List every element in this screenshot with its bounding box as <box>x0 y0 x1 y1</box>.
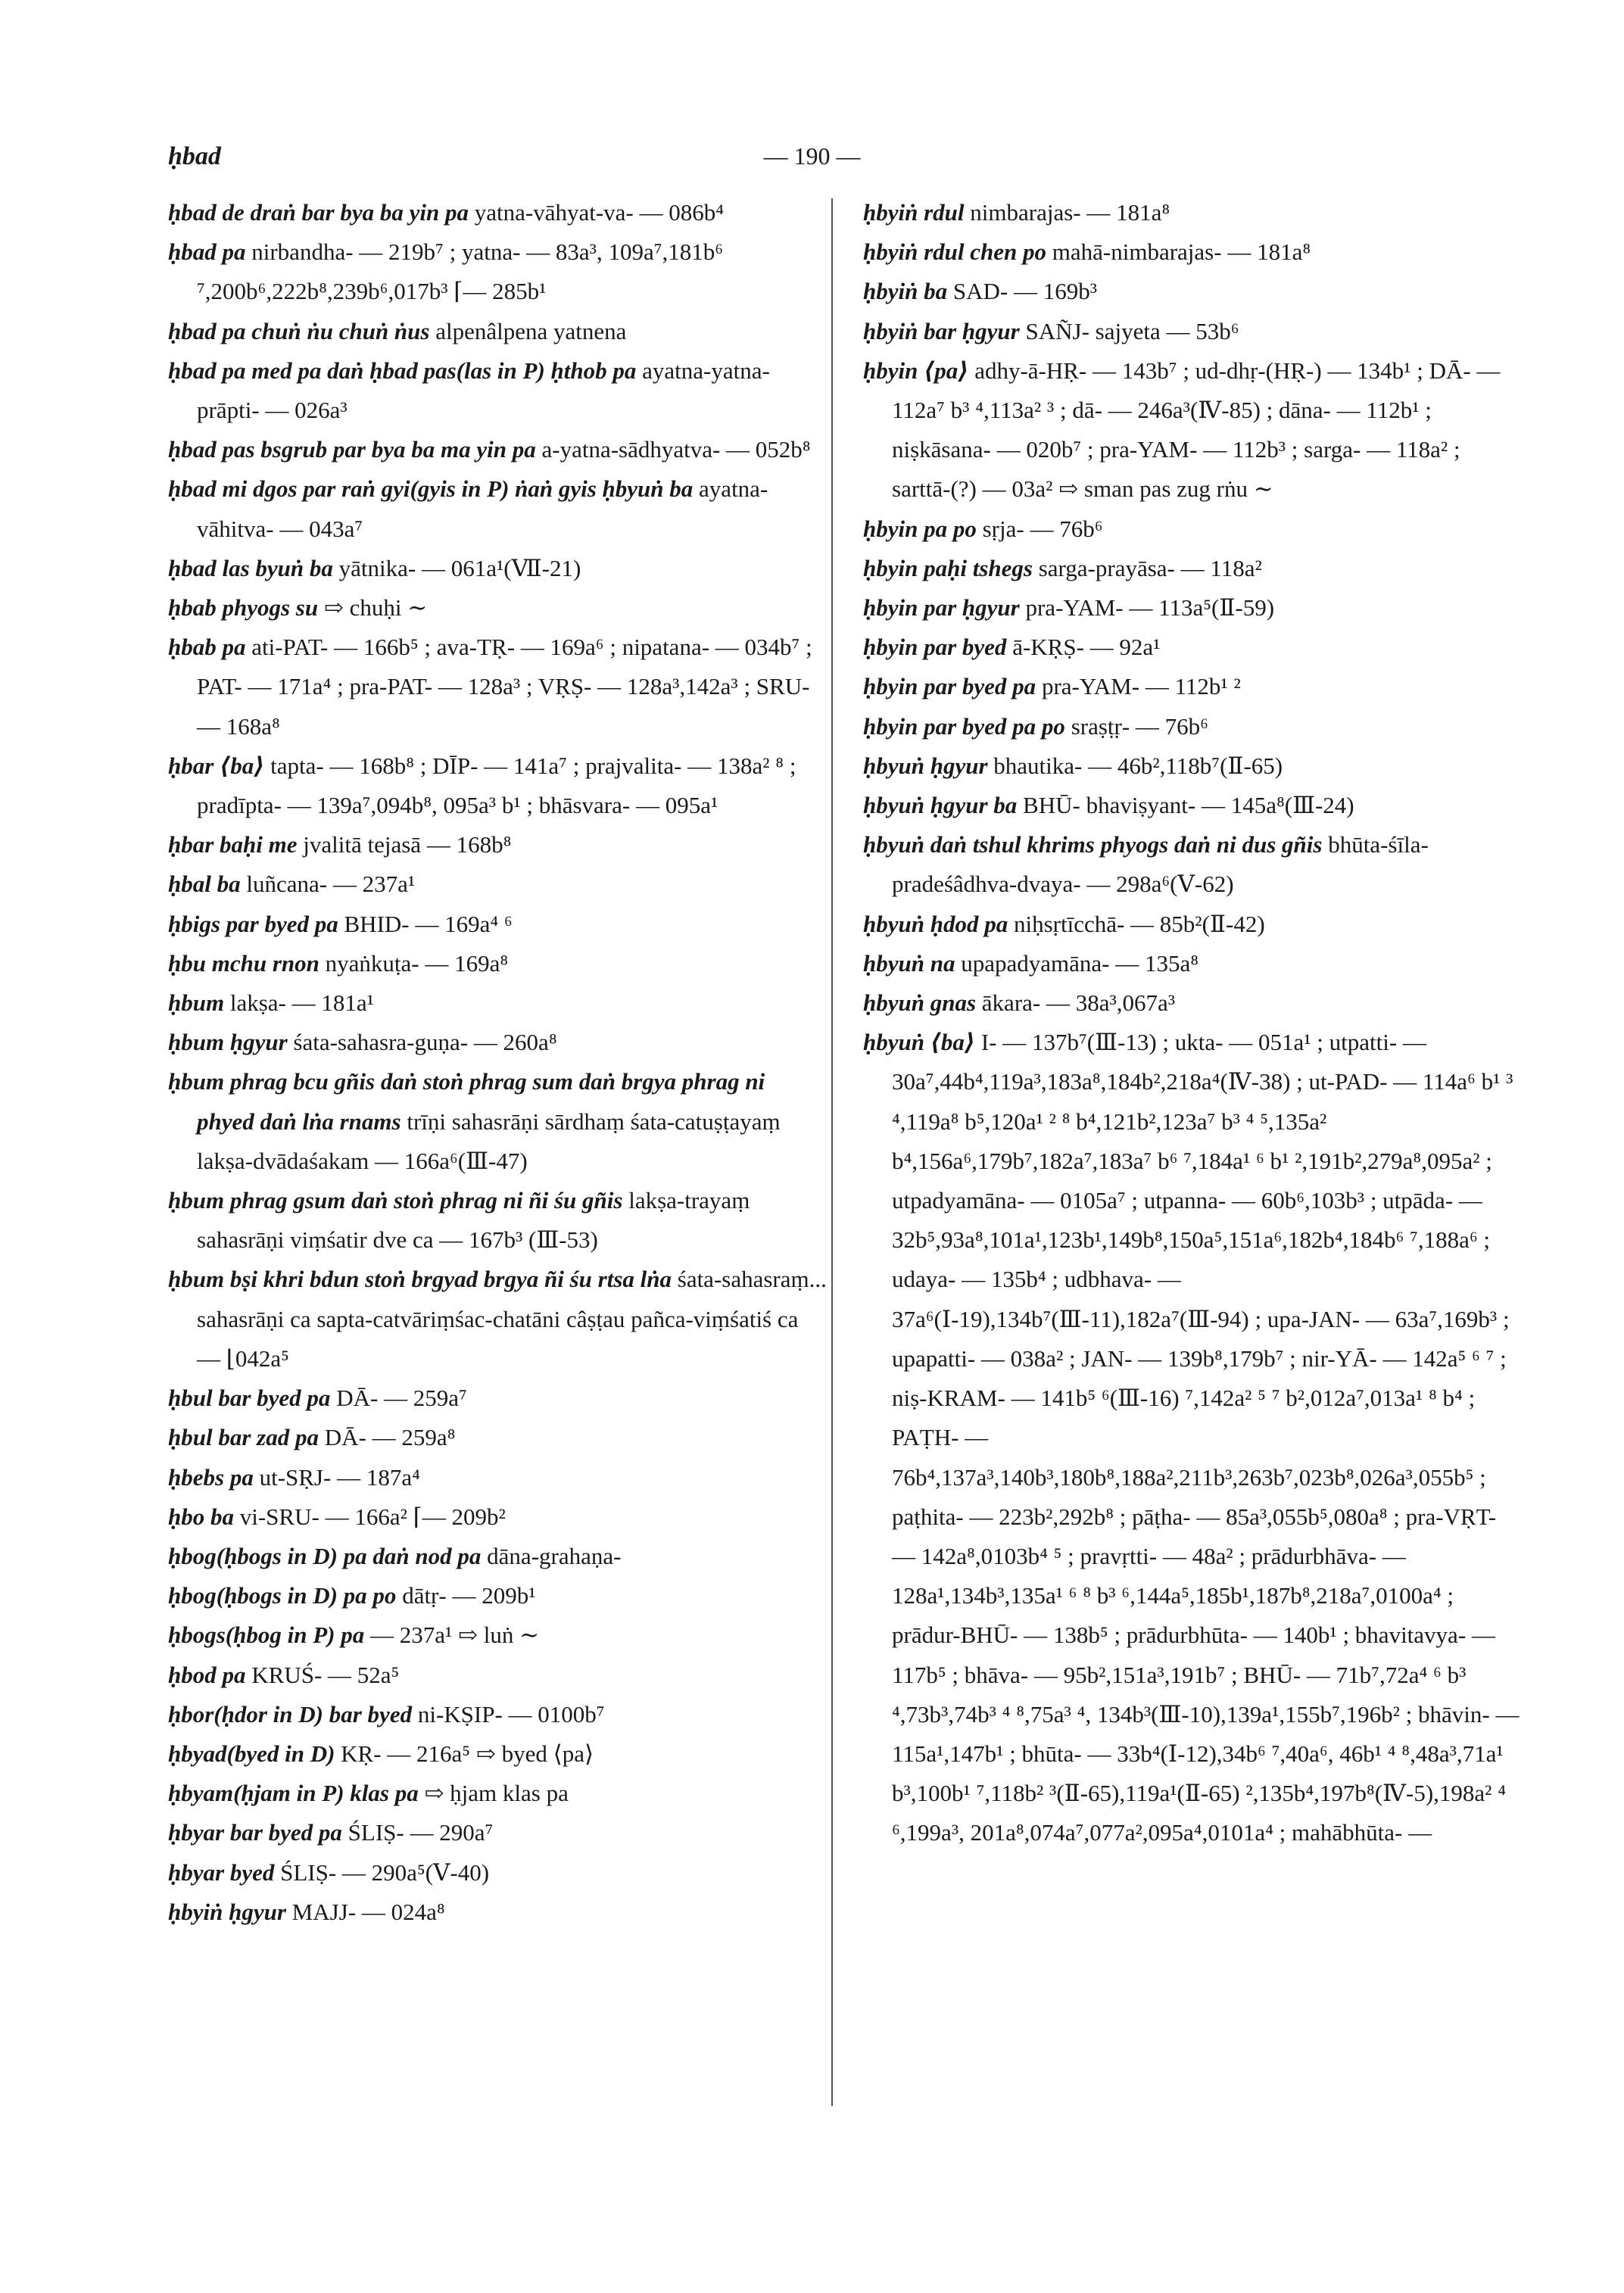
entry-term: ḥbyuṅ gnas <box>863 989 977 1017</box>
entry-gloss: nimbarajas- — 181a⁸ <box>970 199 1170 226</box>
right-entry <box>863 905 1522 944</box>
entry-term: ḥbad las byuṅ ba <box>168 554 333 581</box>
entry-gloss: bhautika- — 46b²,118b⁷(Ⅱ-65) <box>993 752 1283 779</box>
entry-term: ḥbul bar byed pa <box>168 1385 331 1412</box>
entry-gloss: yatna-vāhyat-va- — 086b⁴ <box>474 199 725 226</box>
entry-gloss: MAJJ- — 024a⁸ <box>291 1898 445 1925</box>
entry-term: ḥbo ba <box>168 1503 234 1530</box>
right-entry <box>863 232 1522 272</box>
left-entry <box>168 351 827 430</box>
entry-term: ḥbyiṅ rdul chen po <box>863 238 1047 266</box>
entry-term: ḥbyuṅ ḥdod pa <box>863 910 1008 937</box>
entry-gloss: upapadyamāna- — 135a⁸ <box>961 949 1199 977</box>
entry-term: ḥbad de draṅ bar bya ba yin pa <box>168 199 469 226</box>
entry-term: ḥbad mi dgos par raṅ gyi(gyis in P) ṅaṅ gyis ḥbyuṅ ba <box>168 475 694 503</box>
right-entry <box>863 825 1522 904</box>
entry-gloss: nyaṅkuṭa- — 169a⁸ <box>325 949 509 977</box>
left-entry <box>168 430 827 469</box>
left-entry <box>168 1062 827 1181</box>
entry-term: ḥbyin pa po <box>863 515 977 542</box>
entry-gloss: ākara- — 38a³,067a³ <box>981 989 1176 1017</box>
entry-term: ḥbyin par byed pa po <box>863 712 1065 740</box>
entry-term: ḥbyar byed <box>168 1858 275 1886</box>
entry-gloss: alpenâlpena yatnena <box>435 317 627 344</box>
entry-gloss: a-yatna-sādhyatva- — 052b⁸ <box>541 436 811 463</box>
entry-term: ḥbigs par byed pa <box>168 910 338 937</box>
entry-gloss: ⇨ chuḥi ∼ <box>323 594 428 622</box>
entry-gloss: lakṣa-trayaṃ sahasrāṇi viṃśatir dve ca — 167b³ (Ⅲ-53) <box>197 1187 750 1254</box>
left-entry <box>168 193 827 232</box>
left-entry <box>168 1537 827 1576</box>
left-entry <box>168 1023 827 1062</box>
entry-term: ḥbor(ḥdor in D) bar byed <box>168 1700 413 1728</box>
right-entry <box>863 983 1522 1023</box>
entry-gloss: DĀ- — 259a⁷ <box>336 1385 467 1412</box>
entry-gloss: I- — 137b⁷(Ⅲ-13) ; ukta- — 051a¹ ; utpatti- — 30a⁷,44b⁴,119a³,183a⁸,184b²,218a⁴(Ⅳ-38) ; ut-PAD- — 114a⁶ b¹ ³ ⁴,119a⁸ b⁵,120a¹ ² ⁸ b⁴,121b²,123a⁷ b³ ⁴ ⁵,135a² b⁴,156a⁶,179b⁷,182a⁷,183a⁷ b⁶ ⁷,184a¹ ⁶ b¹ ²,191b²,279a⁸,095a² ; utpadyamāna- — 0105a⁷ ; utpanna- — 60b⁶,103b³ ; utpāda- — 32b⁵,93a⁸,101a¹,123b¹,149b⁸,150a⁵,151a⁶,182b⁴,184b⁶ ⁷,188a⁶ ; udaya- — 135b⁴ ; udbhava- — 37a⁶(Ⅰ-19),134b⁷(Ⅲ-11),182a⁷(Ⅲ-94) ; upa-JAN- — 63a⁷,169b³ ; upapatti- — 038a² ; JAN- — 139b⁸,179b⁷ ; nir-YĀ- — 142a⁵ ⁶ ⁷ ; niṣ-KRAM- — 141b⁵ ⁶(Ⅲ-16) ⁷,142a² ⁵ ⁷ b²,012a⁷,013a¹ ⁸ b⁴ ; PAṬH- — 76b⁴,137a³,140b³,180b⁸,188a²,211b³,263b⁷,023b⁸,026a³,055b⁵ ; paṭhita- — 223b²,292b⁸ ; pāṭha- — 85a³,055b⁵,080a⁸ ; pra-VṚT- — 142a⁸,0103b⁴ ⁵ ; pravṛtti- — 48a² ; prādurbhāva- — 128a¹,134b³,135a¹ ⁶ ⁸ b³ ⁶,144a⁵,185b¹,187b⁸,218a⁷,0100a⁴ ; prādur-BHŪ- — 138b⁵ ; prādurbhūta- — 140b¹ ; bhavitavya- — 117b⁵ ; bhāva- — 95b²,151a³,191b⁷ ; BHŪ- — 71b⁷,72a⁴ ⁶ b³ ⁴,73b³,74b³ ⁴ ⁸,75a³ ⁴, 134b³(Ⅲ-10),139a¹,155b⁷,196b² ; bhāvin- — 115a¹,147b¹ ; bhūta- — 33b⁴(Ⅰ-12),34b⁶ ⁷,40a⁶, 46b¹ ⁴ ⁸,48a³,71a¹ b³,100b¹ ⁷,118b² ³(Ⅱ-65),119a¹(Ⅱ-65) ²,135b⁴,197b⁸(Ⅳ-5),198a² ⁴ ⁶,199a³, 201a⁸,074a⁷,077a²,095a⁴,0101a⁴ ; mahābhūta- — <box>892 1029 1520 1846</box>
entry-gloss: nirbandha- — 219b⁷ ; yatna- — 83a³, 109a⁷,181b⁶ ⁷,200b⁶,222b⁸,239b⁶,017b³ ⌈— 285b¹ <box>197 238 724 305</box>
right-entry <box>863 549 1522 588</box>
entry-term: ḥbad pas bsgrub par bya ba ma yin pa <box>168 436 536 463</box>
left-entry <box>168 1418 827 1457</box>
right-column <box>863 193 1522 1853</box>
entry-gloss: ⇨ ḥjam klas pa <box>424 1780 569 1807</box>
left-entry <box>168 1853 827 1893</box>
left-column <box>168 193 827 1932</box>
entry-term: ḥbog(ḥbogs in D) pa daṅ nod pa <box>168 1542 482 1569</box>
entry-term: ḥbul bar zad pa <box>168 1424 319 1451</box>
left-entry <box>168 232 827 311</box>
entry-term: ḥbyiṅ ba <box>863 278 948 305</box>
entry-gloss: ni-KṢIP- — 0100b⁷ <box>417 1700 605 1728</box>
entry-term: ḥbyam(ḥjam in P) klas pa <box>168 1780 419 1807</box>
right-entry <box>863 667 1522 706</box>
left-entry <box>168 1813 827 1852</box>
entry-gloss: lakṣa- — 181a¹ <box>229 989 374 1017</box>
entry-term: ḥbogs(ḥbog in P) pa <box>168 1622 365 1649</box>
entry-gloss: SAÑJ- sajyeta — 53b⁶ <box>1025 317 1239 344</box>
entry-term: ḥbyin par byed <box>863 634 1007 661</box>
right-entry <box>863 351 1522 509</box>
entry-term: ḥbab pa <box>168 634 246 661</box>
entry-gloss: luñcana- — 237a¹ <box>246 871 416 898</box>
entry-gloss: ut-SṚJ- — 187a⁴ <box>259 1463 420 1491</box>
entry-gloss: DĀ- — 259a⁸ <box>324 1424 456 1451</box>
entry-term: ḥbum phrag bcu gñis daṅ stoṅ phrag sum daṅ brgya phrag ni phyed daṅ lṅa rnams <box>168 1068 765 1135</box>
left-entry <box>168 588 827 628</box>
entry-term: ḥbu mchu rnon <box>168 949 320 977</box>
entry-term: ḥbum bṣi khri bdun stoṅ brgyad brgya ñi śu rtsa lṅa <box>168 1266 672 1293</box>
entry-gloss: vi-SRU- — 166a² ⌈— 209b² <box>239 1503 506 1530</box>
entry-term: ḥbyad(byed in D) <box>168 1740 335 1767</box>
entry-gloss: BHŪ- bhaviṣyant- — 145a⁸(Ⅲ-24) <box>1023 792 1354 819</box>
left-entry <box>168 1615 827 1655</box>
entry-term: ḥbyuṅ ḥgyur <box>863 752 988 779</box>
left-entry <box>168 1260 827 1379</box>
entry-gloss: ā-KṚṢ- — 92a¹ <box>1012 634 1161 661</box>
entry-term: ḥbad pa <box>168 238 246 266</box>
left-entry <box>168 1695 827 1734</box>
entry-gloss: bhūta-śīla-pradeśâdhva-dvaya- — 298a⁶(Ⅴ-62) <box>892 831 1429 898</box>
entry-gloss: mahā-nimbarajas- — 181a⁸ <box>1052 238 1311 266</box>
running-head-word: ḥbad <box>168 142 221 170</box>
left-entry <box>168 1379 827 1418</box>
right-entry <box>863 193 1522 232</box>
entry-gloss: yātnika- — 061a¹(Ⅶ-21) <box>338 554 581 581</box>
entry-gloss: dāna-grahaṇa- <box>487 1542 622 1569</box>
left-entry <box>168 312 827 351</box>
right-entry <box>863 746 1522 786</box>
entry-gloss: ati-PAT- — 166b⁵ ; ava-TṚ- — 169a⁶ ; nipatana- — 034b⁷ ; PAT- — 171a⁴ ; pra-PAT- — 128a³ ; VṚṢ- — 128a³,142a³ ; SRU- — 168a⁸ <box>197 634 812 740</box>
entry-term: ḥbum <box>168 989 225 1017</box>
entry-term: ḥbyuṅ na <box>863 949 955 977</box>
entry-gloss: dātṛ- — 209b¹ <box>402 1582 536 1609</box>
left-entry <box>168 1774 827 1813</box>
entry-gloss: śata-sahasraṃ... sahasrāṇi ca sapta-catvāriṃśac-chatāni câṣṭau pañca-viṃśatiś ca — ⌊042a⁵ <box>197 1266 827 1372</box>
entry-term: ḥbyuṅ ⟨ba⟩ <box>863 1029 976 1056</box>
right-entry <box>863 786 1522 825</box>
entry-gloss: adhy-ā-HṚ- — 143b⁷ ; ud-dhṛ-(HṚ-) — 134b¹ ; DĀ- — 112a⁷ b³ ⁴,113a² ³ ; dā- — 246a³(Ⅳ-85) ; dāna- — 112b¹ ; niṣkāsana- — 020b⁷ ; pra-YAM- — 112b³ ; sarga- — 118a² ; sarttā-(?) — 03a² ⇨ sman pas zug rṅu ∼ <box>892 357 1501 503</box>
left-entry <box>168 1458 827 1497</box>
left-entry <box>168 865 827 904</box>
entry-gloss: BHID- — 169a⁴ ⁶ <box>344 910 513 937</box>
left-entry <box>168 1181 827 1260</box>
entry-gloss: pra-YAM- — 113a⁵(Ⅱ-59) <box>1025 594 1275 622</box>
entry-term: ḥbyin par byed pa <box>863 673 1036 700</box>
entry-gloss: śata-sahasra-guṇa- — 260a⁸ <box>293 1029 557 1056</box>
right-entry <box>863 588 1522 628</box>
entry-gloss: sraṣṭṛ- — 76b⁶ <box>1071 712 1208 740</box>
right-entry <box>863 312 1522 351</box>
entry-term: ḥbab phyogs su <box>168 594 319 622</box>
entry-term: ḥbebs pa <box>168 1463 254 1491</box>
entry-gloss: ayatna-yatna-prāpti- — 026a³ <box>197 357 770 424</box>
entry-gloss: ŚLIṢ- — 290a⁷ <box>348 1819 494 1846</box>
entry-term: ḥbyin paḥi tshegs <box>863 554 1033 581</box>
page-number: — 190 — <box>763 142 861 170</box>
left-entry <box>168 1893 827 1932</box>
left-entry <box>168 905 827 944</box>
entry-term: ḥbar baḥi me <box>168 831 298 858</box>
right-entry <box>863 628 1522 667</box>
entry-term: ḥbal ba <box>168 871 241 898</box>
right-entry <box>863 509 1522 549</box>
left-entry <box>168 1734 827 1774</box>
left-entry <box>168 746 827 825</box>
entry-term: ḥbyar bar byed pa <box>168 1819 342 1846</box>
entry-term: ḥbyiṅ ḥgyur <box>168 1898 286 1925</box>
entry-term: ḥbyuṅ daṅ tshul khrims phyogs daṅ ni dus gñis <box>863 831 1323 858</box>
entry-term: ḥbum ḥgyur <box>168 1029 288 1056</box>
entry-term: ḥbod pa <box>168 1661 246 1688</box>
entry-gloss: jvalitā tejasā — 168b⁸ <box>303 831 512 858</box>
left-entry <box>168 1576 827 1615</box>
column-divider <box>831 198 833 2106</box>
entry-term: ḥbad pa chuṅ ṅu chuṅ ṅus <box>168 317 430 344</box>
left-entry <box>168 983 827 1023</box>
entry-gloss: trīṇi sahasrāṇi sārdhaṃ śata-catuṣṭayaṃ lakṣa-dvādaśakam — 166a⁶(Ⅲ-47) <box>197 1108 781 1174</box>
left-entry <box>168 469 827 548</box>
entry-gloss: pra-YAM- — 112b¹ ² <box>1041 673 1241 700</box>
left-entry <box>168 549 827 588</box>
entry-term: ḥbar ⟨ba⟩ <box>168 752 265 779</box>
right-entry <box>863 272 1522 311</box>
entry-gloss: ŚLIṢ- — 290a⁵(Ⅴ-40) <box>280 1858 490 1886</box>
right-entry <box>863 707 1522 746</box>
entry-term: ḥbyiṅ rdul <box>863 199 965 226</box>
entry-term: ḥbyin par ḥgyur <box>863 594 1020 622</box>
entry-gloss: — 237a¹ ⇨ luṅ ∼ <box>369 1622 540 1649</box>
entry-term: ḥbog(ḥbogs in D) pa po <box>168 1582 397 1609</box>
entry-term: ḥbyiṅ bar ḥgyur <box>863 317 1020 344</box>
entry-gloss: niḥsṛtīcchā- — 85b²(Ⅱ-42) <box>1013 910 1265 937</box>
entry-term: ḥbyuṅ ḥgyur ba <box>863 792 1018 819</box>
entry-gloss: KRUŚ- — 52a⁵ <box>251 1661 400 1688</box>
left-entry <box>168 944 827 983</box>
entry-term: ḥbum phrag gsum daṅ stoṅ phrag ni ñi śu gñis <box>168 1187 623 1214</box>
entry-term: ḥbad pa med pa daṅ ḥbad pas(las in P) ḥthob pa <box>168 357 637 384</box>
entry-gloss: ayatna-vāhitva- — 043a⁷ <box>197 475 768 542</box>
entry-gloss: tapta- — 168b⁸ ; DĪP- — 141a⁷ ; prajvalita- — 138a² ⁸ ; pradīpta- — 139a⁷,094b⁸, 095a³ b¹ ; bhāsvara- — 095a¹ <box>197 752 796 819</box>
entry-gloss: KṚ- — 216a⁵ ⇨ byed ⟨pa⟩ <box>341 1740 594 1767</box>
entry-gloss: sṛja- — 76b⁶ <box>982 515 1103 542</box>
right-entry <box>863 944 1522 983</box>
entry-gloss: SAD- — 169b³ <box>952 278 1097 305</box>
entry-gloss: sarga-prayāsa- — 118a² <box>1038 554 1262 581</box>
left-entry <box>168 628 827 746</box>
entry-term: ḥbyin ⟨pa⟩ <box>863 357 969 384</box>
right-entry <box>863 1023 1522 1852</box>
left-entry <box>168 1497 827 1537</box>
left-entry <box>168 1656 827 1695</box>
left-entry <box>168 825 827 865</box>
